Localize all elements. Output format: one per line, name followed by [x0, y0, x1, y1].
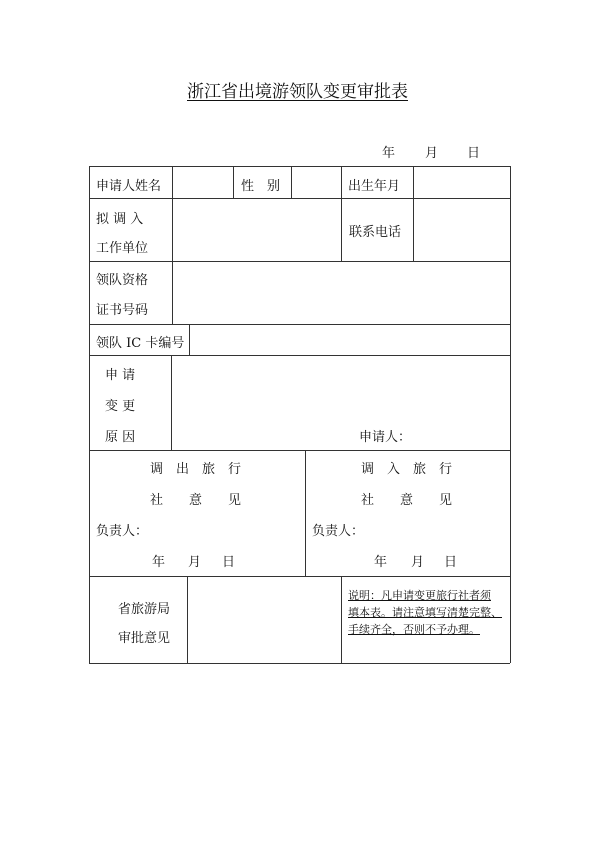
gender-field[interactable] [294, 169, 339, 195]
transfer-out-opinion-line2: 社 意 见 [150, 493, 242, 508]
bureau-opinion-label-line1: 省旅游局 [118, 602, 171, 617]
target-unit-label-line2: 工作单位 [96, 241, 149, 256]
transfer-in-date-year: 年 [374, 555, 388, 570]
note-line-3: 手续齐全，否则不予办理。 [348, 623, 480, 636]
target-unit-label-line1: 拟 调 入 [96, 212, 144, 227]
phone-label: 联系电话 [349, 225, 402, 240]
transfer-in-date-month: 月 [411, 555, 425, 570]
page-title: 浙江省出境游领队变更审批表 [187, 82, 408, 102]
applicant-name-label: 申请人姓名 [96, 179, 162, 194]
transfer-out-date-day: 日 [222, 555, 236, 570]
transfer-out-responsible-label: 负责人： [96, 524, 149, 539]
birth-field[interactable] [416, 169, 508, 195]
ic-card-label: 领队 IC 卡编号 [96, 336, 185, 351]
bureau-opinion-field[interactable] [190, 579, 339, 661]
cert-number-field[interactable] [176, 264, 508, 322]
bureau-opinion-label-line2: 审批意见 [118, 631, 171, 646]
transfer-in-opinion-line1: 调 入 旅 行 [361, 462, 453, 477]
header-month: 月 [425, 146, 439, 161]
transfer-in-responsible-label: 负责人： [312, 524, 365, 539]
transfer-out-date-year: 年 [152, 555, 166, 570]
reason-label-line2: 变 更 [105, 399, 136, 414]
target-unit-field[interactable] [176, 201, 339, 259]
cert-label-line2: 证书号码 [96, 303, 149, 318]
transfer-in-opinion-line2: 社 意 见 [361, 493, 453, 508]
reason-label-line3: 原 因 [105, 430, 136, 445]
transfer-out-date-month: 月 [188, 555, 202, 570]
applicant-name-field[interactable] [176, 169, 231, 195]
phone-field[interactable] [416, 201, 508, 259]
header-day: 日 [467, 146, 481, 161]
cert-label-line1: 领队资格 [96, 273, 149, 288]
applicant-signature-label: 申请人： [359, 430, 412, 445]
transfer-in-date-day: 日 [444, 555, 458, 570]
instructions-note [348, 587, 508, 638]
reason-label-line1: 申 请 [105, 368, 136, 383]
transfer-out-opinion-line1: 调 出 旅 行 [150, 462, 242, 477]
reason-field[interactable] [175, 358, 508, 423]
note-line-2: 填本表。请注意填写清楚完整、 [348, 606, 502, 619]
note-line-1: 说明：凡申请变更旅行社者须 [348, 589, 491, 602]
header-year: 年 [382, 146, 396, 161]
ic-card-field[interactable] [192, 327, 508, 353]
gender-label: 性 别 [241, 179, 281, 194]
birth-label: 出生年月 [348, 179, 401, 194]
